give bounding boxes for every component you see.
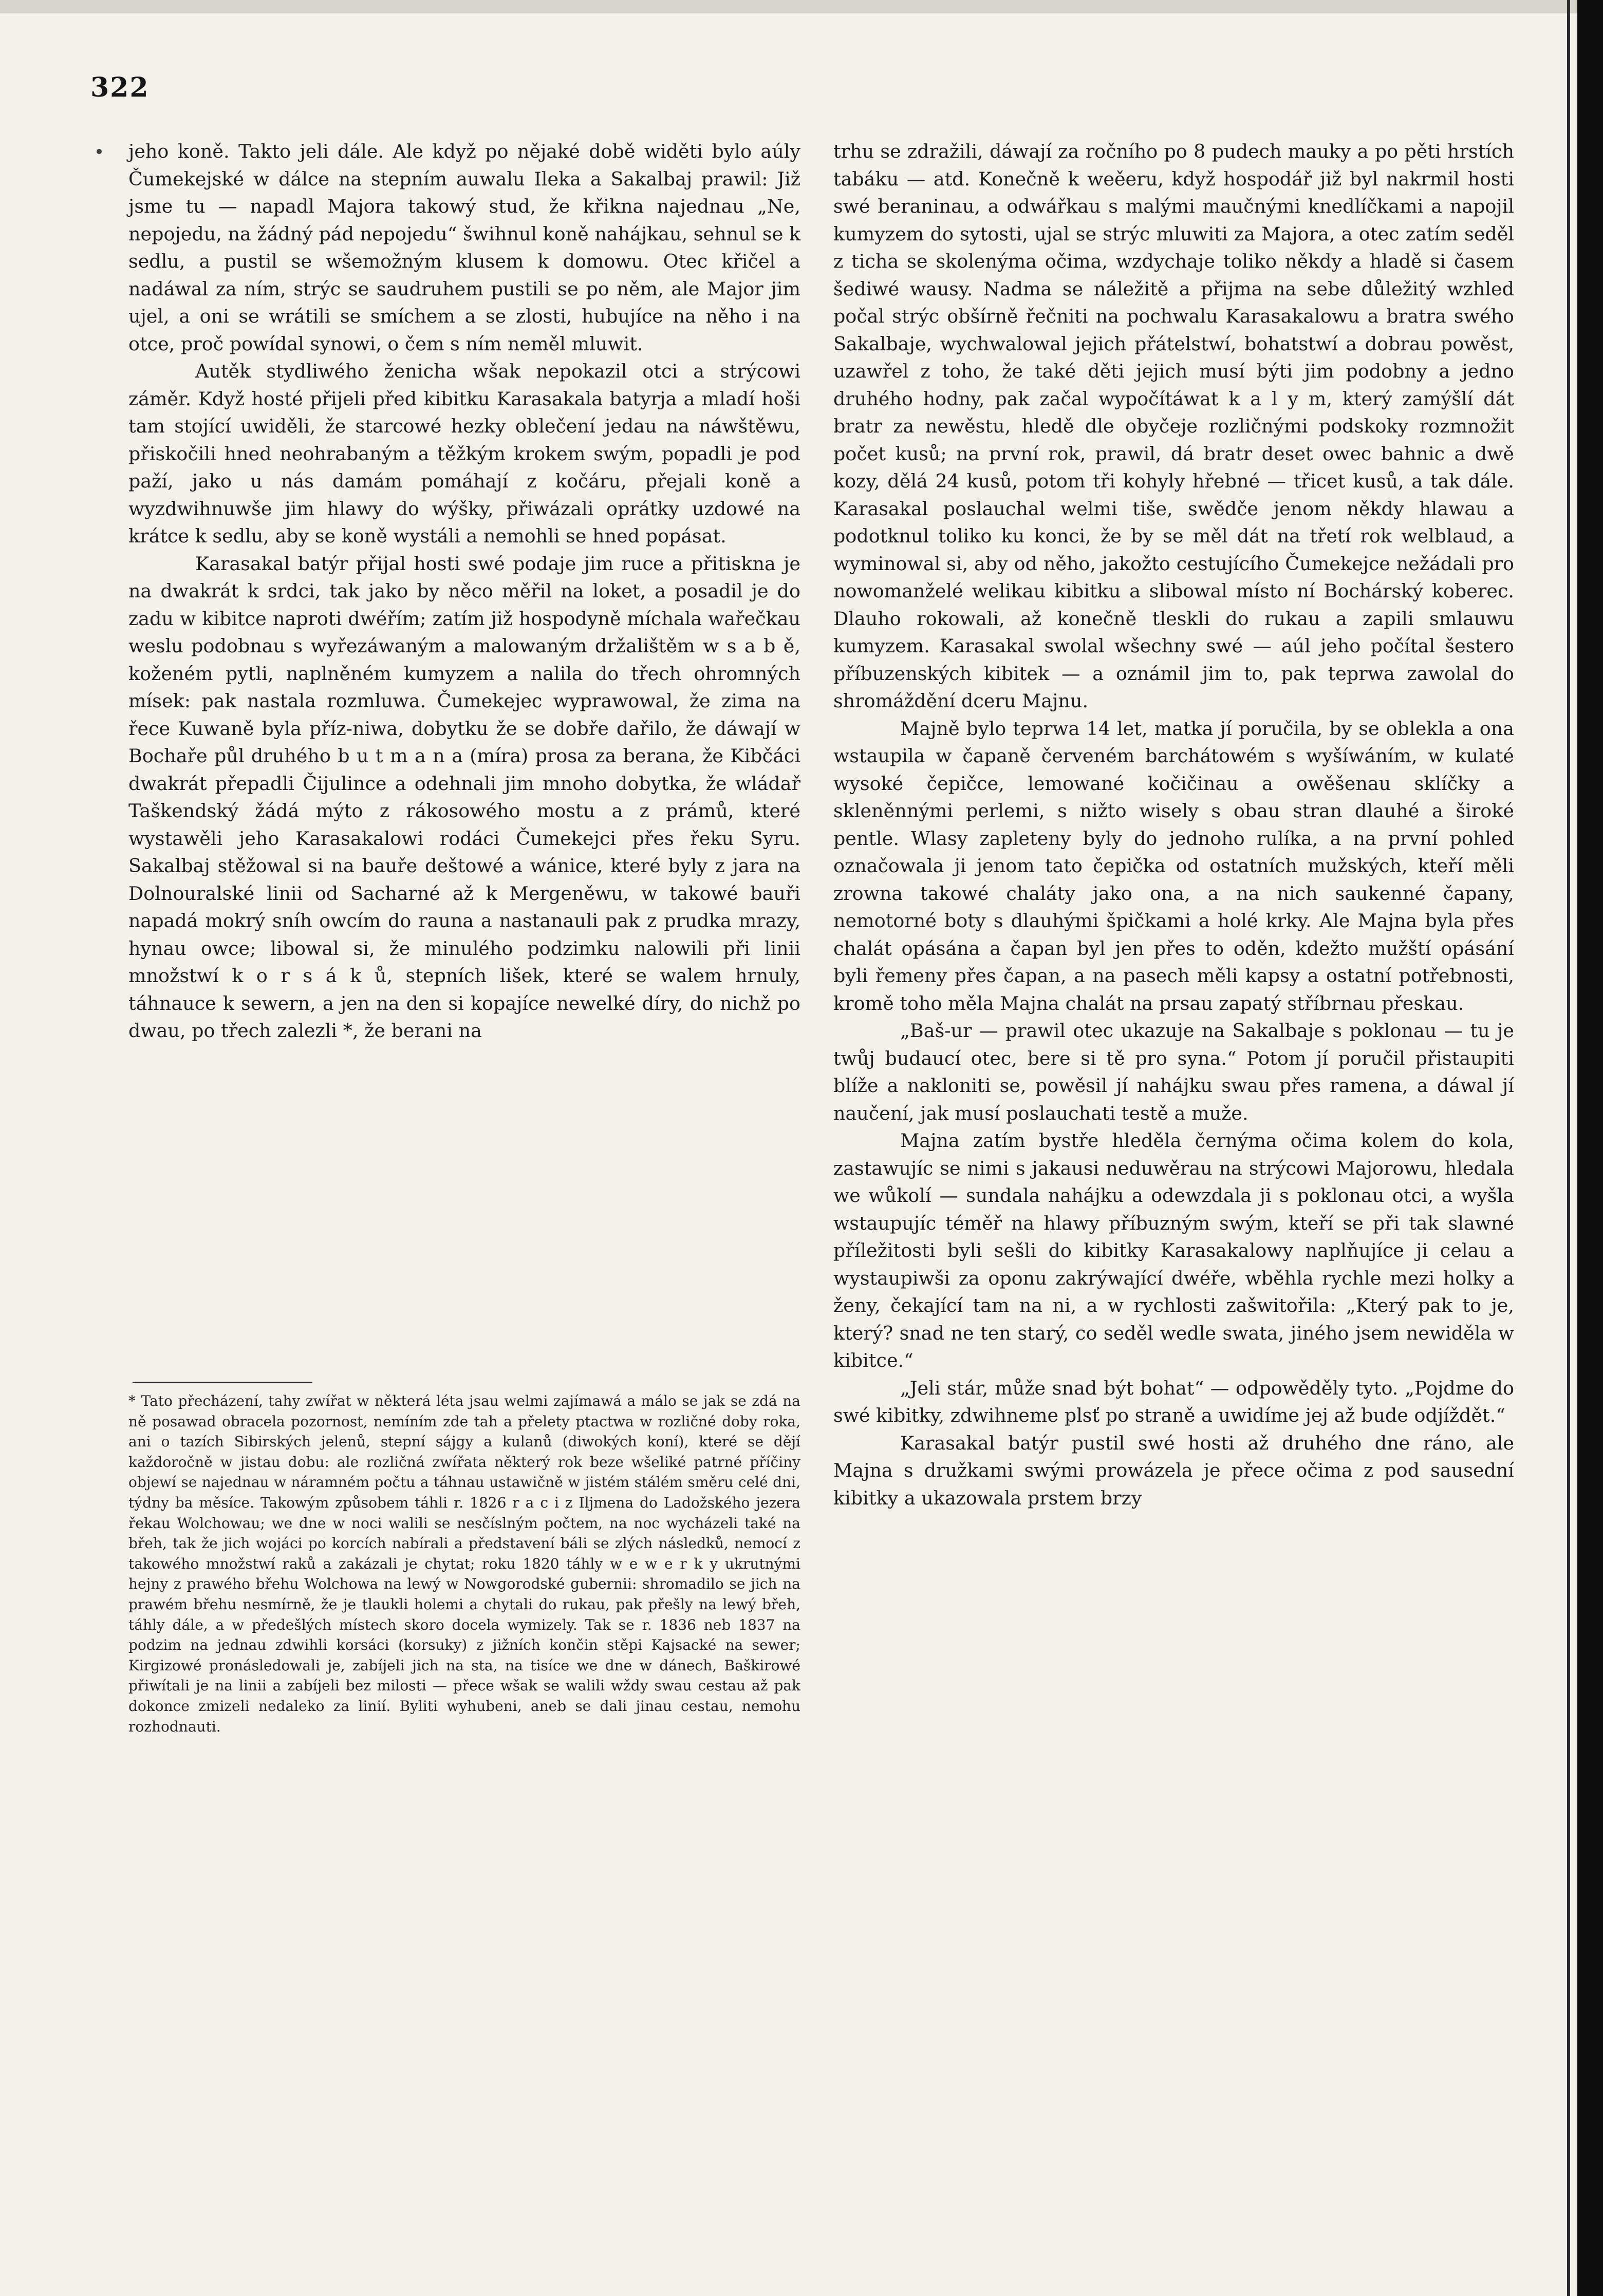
right-paragraph-5: „Jeli stár, může snad být bohat“ — odpowěděly tyto. „Pojdme do swé kibitky, zdwihneme plsť po straně a uwidíme jej až bude odjíždět.“ — [833, 1377, 1514, 1426]
left-paragraph-3: Karasakal batýr přijal hosti swé podaje jim ruce a přitiskna je na dwakrát k srdci, tak jako by něco měřil na loket, a posadil je do zadu w kibitce naproti dwéřím; zatím již hospodyně míchala wařečkau weslu podobnau s wyřezáwaným a malowaným držalištěm w s a b ě, koženém pytli, naplněném kumyzem a nalila do třech ohromných mísek: pak nastala rozmluwa. Čumekejec wyprawowal, že zima na řece Kuwaně byla příz-niwa, dobytku že se dobře dařilo, že dáwají w Bochaře půl druhého b u t m a n a (míra) prosa za berana, že Kibčáci dwakrát přepadli Čijulince a odehnali jim mnoho dobytka, že wládař Taškendský žádá mýto z rákosowého mostu a z prámů, které wystawěli jeho Karasakalowi rodáci Čumekejci přes řeku Syru. Sakalbaj stěžowal si na bauře deštowé a wánice, které byly z jara na Dolnouralské linii od Sacharné až k Mergeněwu, w takowé bauři napadá mokrý sníh owcím do rauna a nastanauli pak z prudka mrazy, hynau owce; libowal si, že minulého podzimku nalowili při linii množstwí k o r s á k ů, stepních lišek, které se walem hrnuly, táhnauce k sewern, a jen na den si kopajíce newelké díry, do nichž po dwau, po třech zalezli *, že berani na — [128, 552, 800, 1042]
footnote — [128, 1391, 800, 1737]
page-number: 322 — [90, 72, 150, 103]
right-paragraph-4: Majna zatím bystře hleděla černýma očima kolem do kola, zastawujíc se nimi s jakausi neduwěrau na strýcowi Majorowu, hledala we wůkolí — sundala nahájku a odewzdala ji s poklonau otci, a wyšla wstaupujíc téměř na hlawy příbuzným swým, kteří se při tak slawné příležitosti byli sešli do kibitky Karasakalowy naplňujíce ji celau a wystaupiwši za oponu zakrýwající dwéře, wběhla rychle mezi holky a ženy, čekající tam na ni, a w rychlosti zašwitořila: „Který pak to je, který? snad ne ten starý, co seděl wedle swata, jiného jsem newiděla w kibitce.“ — [833, 1130, 1514, 1371]
scan-border — [1577, 0, 1603, 2296]
margin-mark — [97, 149, 102, 154]
right-paragraph-3: „Baš-ur — prawil otec ukazuje na Sakalbaje s poklonau — tu je twůj budaucí otec, bere si tě pro syna.“ Potom jí poručil přistaupiti blíže a nakloniti se, powěsil jí nahájku swau přes ramena, a dáwal jí naučení, jak musí poslauchati testě a muže. — [833, 1020, 1514, 1124]
left-paragraph-2: Autěk stydliwého ženicha wšak nepokazil otci a strýcowi záměr. Když hosté přijeli před kibitku Karasakala batyrja a mladí hoši tam stojící uwiděli, že starcowé hezky oblečení jedau na náwštěwu, přiskočili hned neohrabaným a těžkým krokem swým, popadli je pod paží, jako u nás damám pomáhají z kočáru, přejali koně a wyzdwihnuwše jim hlawy do wýšky, přiwázali oprátky uzdowé na krátce k sedlu, aby se koně wystáli a nemohli se hned popásat. — [128, 360, 800, 547]
right-paragraph-2: Majně bylo teprwa 14 let, matka jí poručila, by se oblekla a ona wstaupila w čapaně červeném barchátowém s wyšíwáním, w kulaté wysoké čepičce, lemowané kočičinau a owěšenau sklíčky a skleněnnými perlemi, s nižto wisely s obau stran dlauhé a široké pentle. Wlasy zapleteny byly do jednoho rulíka, a na první pohled označowala ji jenom tato čepička od ostatních mužských, kteří měli zrowna takowé chaláty jako ona, a na nich saukenné čapany, nemotorné boty s dlauhými špičkami a holé krky. Ale Majna byla přes chalát opásána a čapan byl jen přes to oděn, kdežto mužští opásání byli řemeny přes čapan, a na pasech měli kapsy a ostatní potřebnosti, kromě toho měla Majna chalát na prsau zapatý stříbrnau přeskau. — [833, 717, 1514, 1014]
left-paragraph-1: jeho koně. Takto jeli dále. Ale když po nějaké době widěti bylo aúly Čumekejské w dálce na stepním auwalu Ileka a Sakalbaj prawil: Již jsme tu — napadl Majora takowý stud, že křikna najednau „Ne, nepojedu, na žádný pád nepojedu“ šwihnul koně nahájkau, sehnul se k sedlu, a pustil se wšemožným klusem k domowu. Otec křičel a nadáwal za ním, strýc se saudruhem pustili se po něm, ale Major jim ujel, a oni se wrátili se smíchem a se zlosti, hubujíce na něho i na otce, proč powídal synowi, o čem s ním neměl mluwit. — [128, 140, 800, 355]
right-paragraph-6: Karasakal batýr pustil swé hosti až druhého dne ráno, ale Majna s družkami swými prowázela je přece očima z pod sausední kibitky a ukazowala prstem brzy — [833, 1432, 1514, 1509]
page-edge-line — [1567, 0, 1570, 2296]
right-column — [833, 138, 1514, 1512]
page-top-edge — [0, 0, 1577, 13]
footnote-text: * Tato přecházení, tahy zwířat w některá léta jsau welmi zajímawá a málo se jak se zdá na ně posawad obracela pozornost, nemíním zde tah a přelety ptactwa w rozličné doby roka, ani o tazích Sibirských jelenů, stepní sájgy a kulanů (diwokých koní), které se dějí každoročně w jistau dobu: ale rozličná zwířata některý rok beze wšeliké patrné příčiny objewí se najednau w náramném počtu a táhnau ustawičně w jistém stálém směru celé dni, týdny ba měsíce. Takowým způsobem táhli r. 1826 r a c i z Iljmena do Ladožského jezera řekau Wolchowau; we dne w noci walili se nesčíslným počtem, na noc wycházeli také na břeh, tak že jich wojáci po korcích nabírali a představení báli se zlých následků, nemocí z takowého množstwí raků a zakázali je chytat; roku 1820 táhly w e w e r k y ukrutnými hejny z prawého břehu Wolchowa na lewý w Nowgorodské gubernii: shromadilo se jich na prawém břehu nesmírně, že je tlaukli holemi a chytali do rukau, pak přešly na lewý břeh, táhly dále, a w předešlých místech skoro docela wymizely. Tak se r. 1836 neb 1837 na podzim na jednau zdwihli korsáci (korsuky) z jižních končin stěpi Kajsacké na sewer; Kirgizowé pronásledowali je, zabíjeli jich na sta, na tisíce we dne w dánech, Baškirowé přiwítali je na linii a zabíjeli bez milosti — přece wšak se walili wždy swau cestau až pak dokonce zmizeli nedaleko za linií. Byliti wyhubeni, aneb se dali jinau cestau, nemohu rozhodnauti. — [128, 1392, 800, 1735]
footnote-divider — [133, 1382, 312, 1383]
right-paragraph-1: trhu se zdražili, dáwají za ročního po 8 pudech mauky a po pěti hrstích tabáku — atd. Konečně k weěeru, když hospodář již byl nakrmil hosti swé beraninau, a odwářkau s malými maučnými knedlíčkami a napojil kumyzem do sytosti, ujal se strýc mluwiti za Majora, a otec zatím seděl z ticha se skolenýma očima, wzdychaje toliko někdy a hladě si časem šediwé wausy. Nadma se náležitě a přijma na sebe důležitý wzhled počal strýc obšírně řečniti na pochwalu Karasakalowu a bratra swého Sakalbaje, wychwalowal jejich přátelstwí, bohatstwí a dobrau powěst, uzawřel z toho, že také děti jejich musí býti jim podobny a jedno druhého hodny, pak začal wypočítáwat k a l y m, který zamýšlí dát bratr za newěstu, hledě dle obyčeje rozličnými podskoky rozmnožit počet kusů; na první rok, prawil, dá bratr deset owec bahnic a dwě kozy, dělá 24 kusů, potom tři kohyly hřebné — třicet kusů, a tak dále. Karasakal poslauchal welmi tiše, swědče jenom někdy hlawau a podotknul toliko ku konci, že by se měl dát na třetí rok welblaud, a wyminowal si, aby od něho, jakožto cestujícího Čumekejce nežádali pro nowomanželé welikau kibitku a slibowal místo ní Bochárský koberec. Dlauho rokowali, až konečně tleskli do rukau a zapili smlauwu kumyzem. Karasakal swolal wšechny swé — aúl jeho počítal šestero příbuzenských kibitek — a oznámil jim to, pak teprwa zawolal do shromáždění dceru Majnu. — [833, 140, 1514, 712]
left-column — [128, 138, 800, 1045]
